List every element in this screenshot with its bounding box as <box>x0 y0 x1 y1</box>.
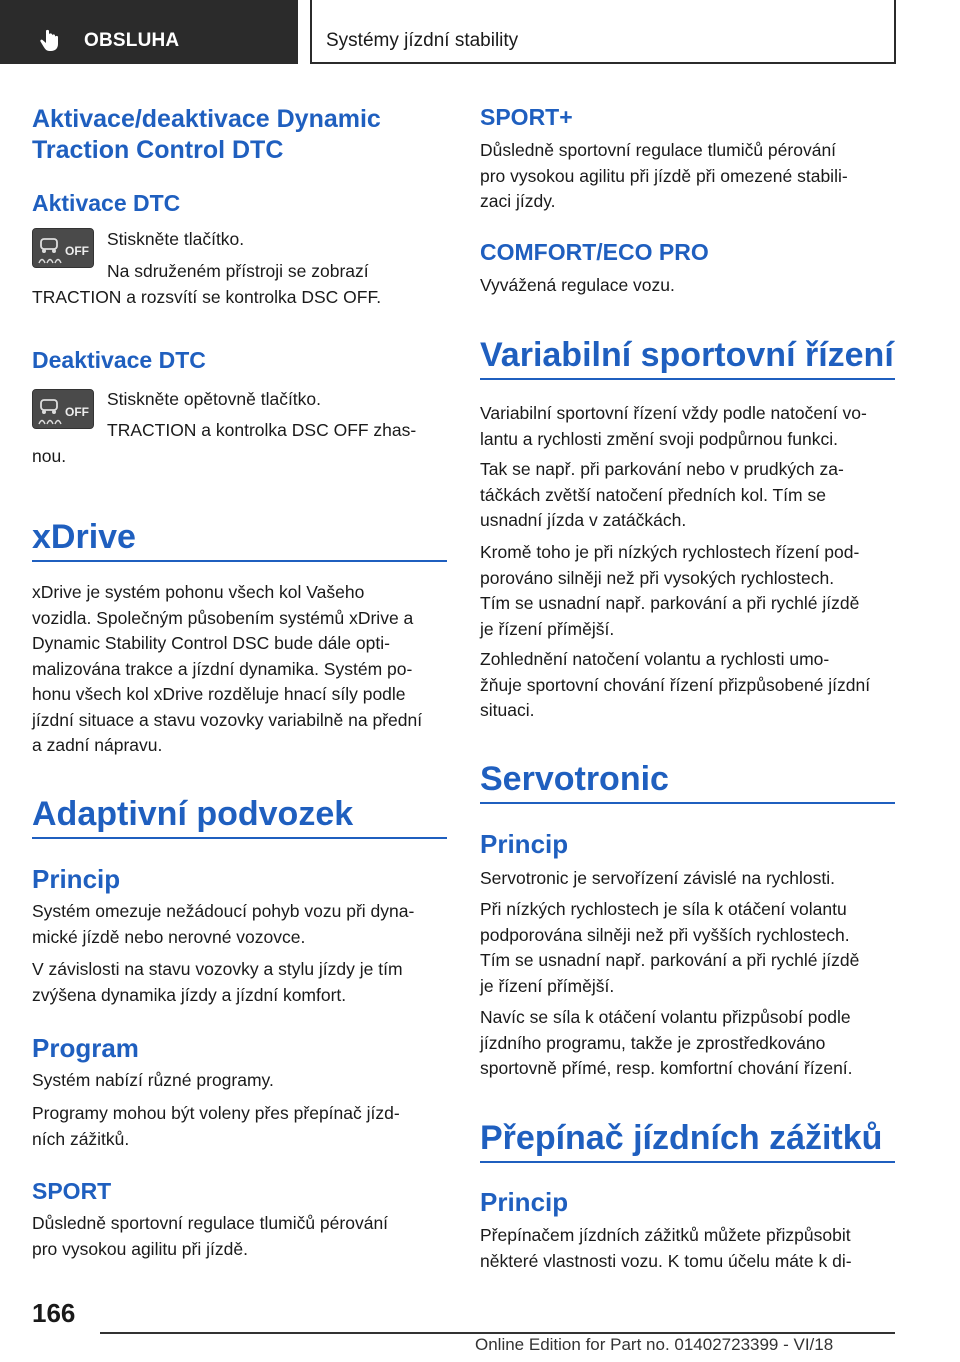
servo-paragraph-1: Servotronic je servořízení závislé na rychlosti. <box>480 868 835 888</box>
header-section-title: OBSLUHA <box>84 30 180 51</box>
driving-experience-switch-title: Přepínač jízdních zážitků <box>480 1119 883 1157</box>
xdrive-paragraph: xDrive je systém pohonu všech kol Vašeho vozidla. Společným působením systémů xDrive a Dynamic Stability Control DSC bude dále opti‐ malizována trakce a jízdní dynamika. Systém po‐ honu všech kol xDrive rozděluje hnací síly podle jízdní situace a stavu vozovky variabilně na přední a zadní nápravu. <box>32 582 423 755</box>
footer-edition-text: Online Edition for Part no. 01402723399 - VI/18 <box>475 1335 834 1354</box>
activate-result-line2: TRACTION a rozsvítí se kontrolka DSC OFF. <box>32 287 382 307</box>
program-heading: Program <box>32 1033 139 1063</box>
deactivate-result-line1: TRACTION a kontrolka DSC OFF zhas‐ <box>107 420 417 440</box>
vsr-paragraph-3: Kromě toho je při nízkých rychlostech řízení pod‐ porováno silněji než při vysokých rychlostech. Tím se usnadní např. parkování a při rychlé jízdě je řízení přímější. <box>480 542 860 639</box>
activate-result-line1: Na sdruženém přístroji se zobrazí <box>107 261 369 281</box>
principle-paragraph-1: Systém omezuje nežádoucí pohyb vozu při dyna‐ mické jízdě nebo nerovné vozovce. <box>32 901 415 947</box>
header-chapter-title: Systémy jízdní stability <box>326 30 519 51</box>
adaptive-suspension-title: Adaptivní podvozek <box>32 795 354 833</box>
program-paragraph-2: Programy mohou být voleny přes přepínač jízd‐ ních zážitků. <box>32 1103 400 1149</box>
activate-dtc-heading: Aktivace DTC <box>32 190 181 216</box>
comfort-paragraph: Vyvážená regulace vozu. <box>480 275 675 295</box>
header-chapter-box <box>310 0 896 64</box>
sport-paragraph: Důsledně sportovní regulace tlumičů pérování pro vysokou agilitu při jízdě. <box>32 1213 389 1259</box>
section-divider <box>480 378 895 380</box>
section-divider <box>32 560 447 562</box>
switch-paragraph: Přepínačem jízdních zážitků můžete přizpůsobit některé vlastnosti vozu. K tomu účelu máte k di‐ <box>480 1225 852 1271</box>
deactivate-result-line2: nou. <box>32 446 67 466</box>
dtc-title: Aktivace/deaktivace Dynamic Traction Control DTC <box>32 105 381 164</box>
xdrive-title: xDrive <box>32 518 136 556</box>
servo-principle-heading: Princip <box>480 829 569 859</box>
sport-heading: SPORT <box>32 1178 112 1204</box>
svg-text:OFF: OFF <box>65 405 89 419</box>
footer-divider <box>100 1332 895 1334</box>
servotronic-title: Servotronic <box>480 760 669 798</box>
section-divider <box>480 802 895 804</box>
variable-sport-steering-title: Variabilní sportovní řízení <box>480 336 894 374</box>
vsr-paragraph-2: Tak se např. při parkování nebo v prudkých za‐ táčkách zvětší natočení předních kol. Tím se usnadní jízda v zatáčkách. <box>480 459 844 530</box>
sport-plus-paragraph: Důsledně sportovní regulace tlumičů pérování pro vysokou agilitu při jízdě při omezené stabili‐ zaci jízdy. <box>480 140 848 211</box>
dsc-off-button-icon <box>32 228 94 268</box>
servo-paragraph-2: Při nízkých rychlostech je síla k otáčení volantu podporována silněji než při vyšších rychlostech. Tím se usnadní např. parkování a při rychlé jízdě je řízení přímější. <box>480 899 860 996</box>
section-divider <box>480 1161 895 1163</box>
principle-paragraph-2: V závislosti na stavu vozovky a stylu jízdy je tím zvýšena dynamika jízdy a jízdní komfort. <box>32 959 403 1005</box>
header-section-tab <box>0 0 298 64</box>
hand-touch-icon <box>38 27 64 53</box>
principle-heading: Princip <box>32 864 121 894</box>
deactivate-step-text: Stiskněte opětovně tlačítko. <box>107 389 322 409</box>
deactivate-dtc-heading: Deaktivace DTC <box>32 347 206 373</box>
switch-principle-heading: Princip <box>480 1187 569 1217</box>
program-paragraph-1: Systém nabízí různé programy. <box>32 1070 274 1090</box>
svg-text:OFF: OFF <box>65 244 89 258</box>
servo-paragraph-3: Navíc se síla k otáčení volantu přizpůsobí podle jízdního programu, takže je zprostředkováno sportovně přímé, resp. komfortní chování řízení. <box>480 1007 853 1078</box>
comfort-eco-pro-heading: COMFORT/ECO PRO <box>480 239 709 265</box>
section-divider <box>32 837 447 839</box>
dsc-off-button-icon <box>32 389 94 429</box>
sport-plus-heading: SPORT+ <box>480 104 573 130</box>
page-number: 166 <box>32 1298 76 1328</box>
vsr-paragraph-1: Variabilní sportovní řízení vždy podle natočení vo‐ lantu a rychlosti změní svoji podpůrnou funkci. <box>480 403 867 449</box>
activate-step-text: Stiskněte tlačítko. <box>107 229 245 249</box>
vsr-paragraph-4: Zohlednění natočení volantu a rychlosti umo‐ žňuje sportovní chování řízení přizpůsobené jízdní situaci. <box>480 649 871 720</box>
